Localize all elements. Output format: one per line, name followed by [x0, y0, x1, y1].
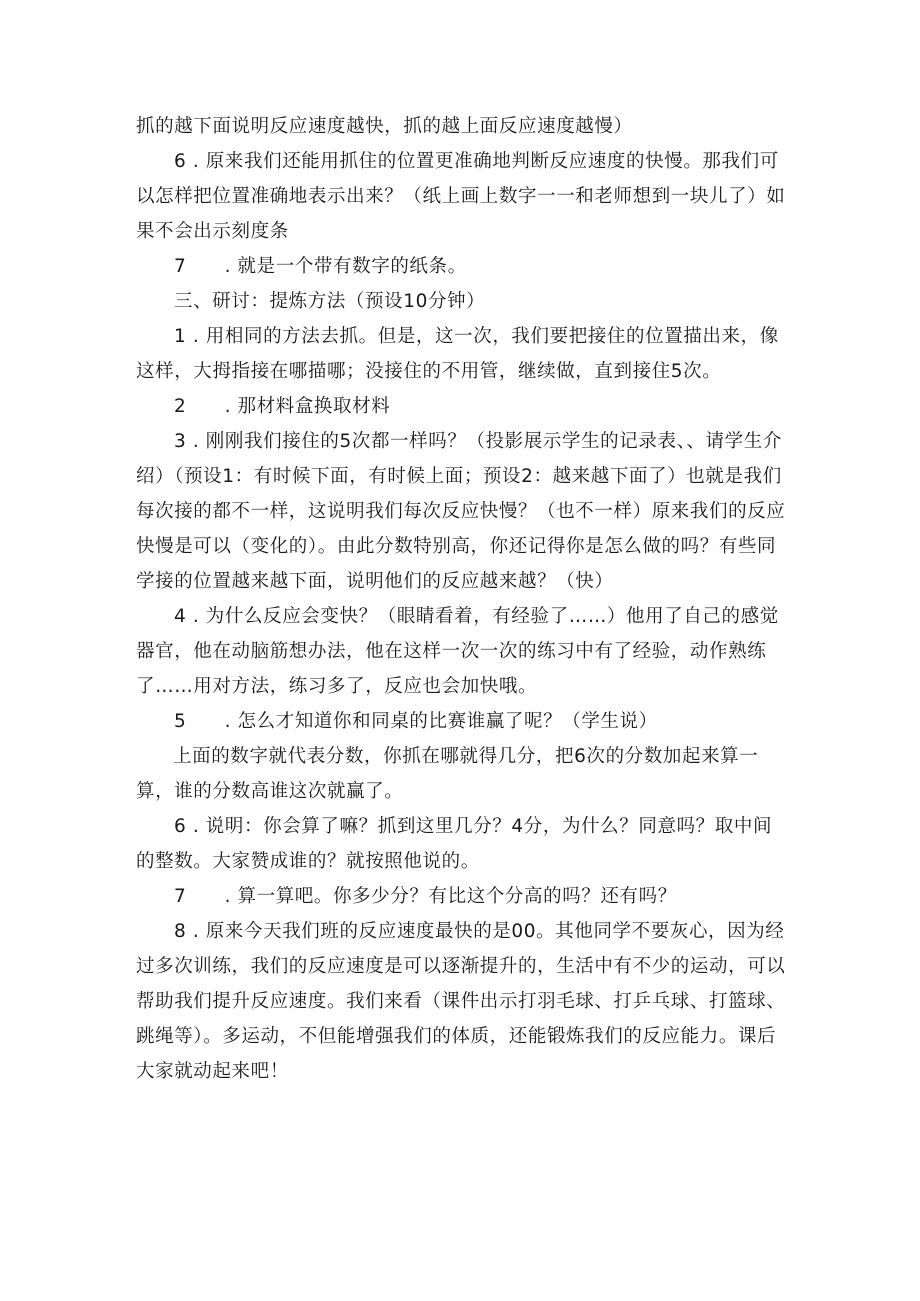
paragraph-step-8: 8 . 原来今天我们班的反应速度最快的是00。其他同学不要灰心，因为经过多次训练，我们的反应速度是可以逐渐提升的，生活中有不少的运动，可以帮助我们提升反应速度。我们来看（课件出示打羽毛球、打乒乓球、打篮球、跳绳等）。多运动，不但能增强我们的体质，还能锻炼我们的反应能力。课后大家就动起来吧！ [136, 921, 786, 1082]
paragraph-score-explanation: 上面的数字就代表分数，你抓在哪就得几分，把6次的分数加起来算一算，谁的分数高谁这次就赢了。 [136, 746, 759, 802]
paragraph-step-1: 1 . 用相同的方法去抓。但是，这一次，我们要把接住的位置描出来，像这样，大拇指接在哪描哪；没接住的不用管，继续做，直到接住5次。 [136, 326, 779, 382]
paragraph-step-3: 3 . 刚刚我们接住的5次都一样吗？（投影展示学生的记录表、、请学生介绍）（预设1：有时候下面，有时候上面；预设2：越来越下面了）也就是我们每次接的都不一样，这说明我们每次反应快慢？（也不一样）原来我们的反应快慢是可以（变化的）。由此分数特别高，你还记得你是怎么做的吗？有些同学接的位置越来越下面，说明他们的反应越来越？（快） [136, 431, 786, 592]
paragraph-step-7: 7 . 就是一个带有数字的纸条。 [174, 256, 467, 277]
paragraph-step-4: 4 . 为什么反应会变快？（眼睛看着，有经验了……）他用了自己的感觉器官，他在动脑筋想办法，他在这样一次一次的练习中有了经验，动作熟练了……用对方法，练习多了，反应也会加快哦。 [136, 606, 779, 697]
paragraph-step-6b: 6 . 说明：你会算了嘛？抓到这里几分？4分，为什么？同意吗？取中间的整数。大家赞成谁的？就按照他说的。 [136, 816, 773, 872]
section-heading-3: 三、研讨：提炼方法（预设10分钟） [174, 291, 486, 312]
paragraph-step-6: 6 . 原来我们还能用抓住的位置更准确地判断反应速度的快慢。那我们可以怎样把位置准确地表示出来？（纸上画上数字一一和老师想到一块儿了）如果不会出示刻度条 [136, 151, 786, 242]
paragraph-step-5: 5 . 怎么才知道你和同桌的比赛谁赢了呢？（学生说） [174, 711, 658, 732]
paragraph-continuation: 抓的越下面说明反应速度越快，抓的越上面反应速度越慢） [136, 116, 633, 137]
document-body [136, 109, 786, 1089]
paragraph-step-7b: 7 . 算一算吧。你多少分？有比这个分高的吗？还有吗？ [174, 886, 677, 907]
paragraph-step-2: 2 . 那材料盒换取材料 [174, 396, 391, 417]
